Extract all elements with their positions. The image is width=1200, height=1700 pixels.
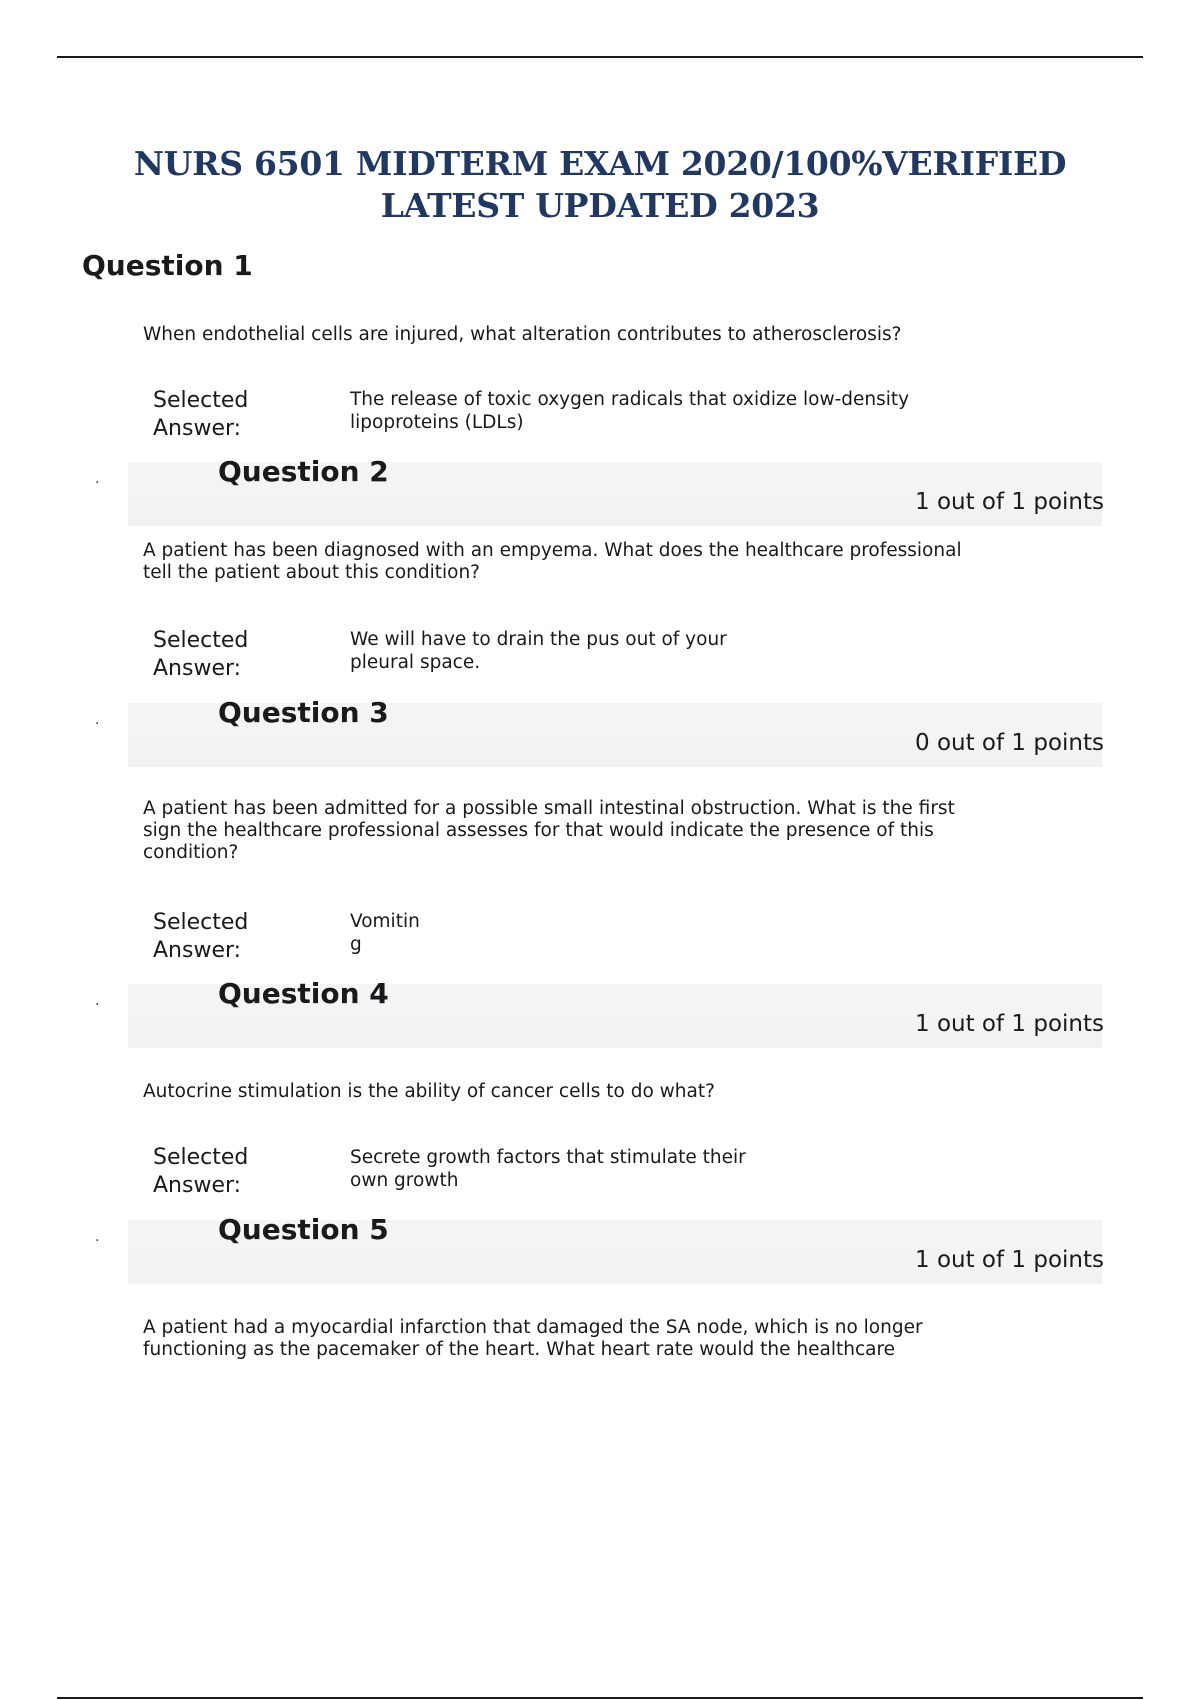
- question-5-points: 1 out of 1 points: [915, 1247, 1104, 1273]
- answer-line: Secrete growth factors that stimulate their: [350, 1147, 746, 1168]
- top-rule: [57, 56, 1143, 58]
- answer-label: Answer:: [153, 1173, 242, 1198]
- question-4-answer-label: [153, 1144, 323, 1200]
- text-line: condition?: [143, 842, 239, 863]
- question-3-heading: Question 3: [218, 696, 389, 729]
- question-4-header: [95, 977, 1104, 1048]
- question-3-text: [143, 798, 1043, 864]
- text-line: sign the healthcare professional assesses for that would indicate the presence of this: [143, 820, 934, 841]
- bullet-mark: .: [95, 993, 100, 1009]
- bullet-mark: .: [95, 1229, 100, 1245]
- question-5-heading: Question 5: [218, 1213, 389, 1246]
- bullet-mark: .: [95, 471, 100, 487]
- question-3-points: 0 out of 1 points: [915, 730, 1104, 756]
- answer-label: Answer:: [153, 416, 242, 441]
- question-1-text: When endothelial cells are injured, what alteration contributes to atherosclerosis?: [143, 324, 902, 345]
- text-line: tell the patient about this condition?: [143, 562, 481, 583]
- page-title: [0, 143, 1200, 227]
- title-line-2: LATEST UPDATED 2023: [380, 186, 820, 225]
- question-4-selected-answer: [350, 1146, 990, 1192]
- answer-line: The release of toxic oxygen radicals that oxidize low-density: [350, 389, 910, 410]
- question-4-text: Autocrine stimulation is the ability of cancer cells to do what?: [143, 1081, 715, 1102]
- question-2-header: [95, 455, 1104, 526]
- question-2-points: 1 out of 1 points: [915, 489, 1104, 515]
- selected-label: Selected: [153, 910, 249, 935]
- answer-line: Vomitin: [350, 911, 420, 932]
- question-2-selected-answer: [350, 628, 990, 674]
- question-2-heading: Question 2: [218, 455, 389, 488]
- bottom-rule: [57, 1697, 1143, 1699]
- question-1-selected-answer: [350, 388, 990, 434]
- bullet-mark: .: [95, 712, 100, 728]
- question-4-heading: Question 4: [218, 977, 389, 1010]
- question-1-heading: Question 1: [82, 249, 253, 282]
- text-line: A patient has been diagnosed with an empyema. What does the healthcare professional: [143, 540, 962, 561]
- answer-line: g: [350, 934, 362, 955]
- answer-line: lipoproteins (LDLs): [350, 412, 524, 433]
- question-5-text: [143, 1317, 1043, 1361]
- question-5-header: [95, 1213, 1104, 1284]
- question-2-text: [143, 540, 1043, 584]
- text-line: A patient had a myocardial infarction that damaged the SA node, which is no longer: [143, 1317, 923, 1338]
- question-3-header: [95, 696, 1104, 767]
- answer-line: We will have to drain the pus out of your: [350, 629, 727, 650]
- answer-label: Answer:: [153, 938, 242, 963]
- question-4-points: 1 out of 1 points: [915, 1011, 1104, 1037]
- text-line: A patient has been admitted for a possible small intestinal obstruction. What is the first: [143, 798, 955, 819]
- selected-label: Selected: [153, 1145, 249, 1170]
- selected-label: Selected: [153, 388, 249, 413]
- question-2-answer-label: [153, 627, 323, 683]
- text-line: functioning as the pacemaker of the heart. What heart rate would the healthcare: [143, 1339, 896, 1360]
- question-3-answer-label: [153, 909, 323, 965]
- selected-label: Selected: [153, 628, 249, 653]
- question-3-selected-answer: [350, 910, 990, 956]
- answer-line: own growth: [350, 1170, 459, 1191]
- question-1-answer-label: [153, 387, 323, 443]
- title-line-1: NURS 6501 MIDTERM EXAM 2020/100%VERIFIED: [133, 144, 1067, 183]
- answer-line: pleural space.: [350, 652, 481, 673]
- answer-label: Answer:: [153, 656, 242, 681]
